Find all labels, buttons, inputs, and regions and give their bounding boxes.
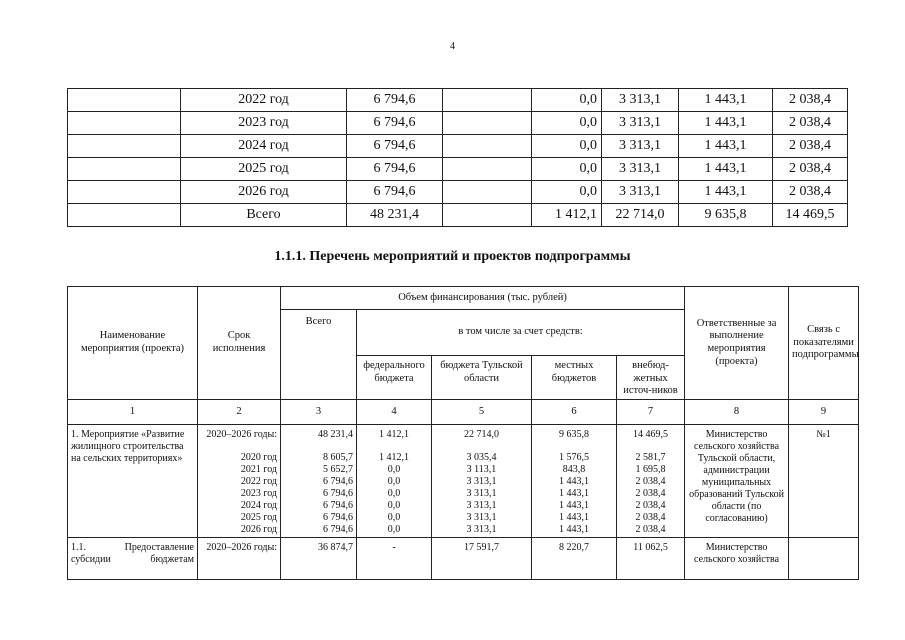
year-value: 0,0 bbox=[387, 488, 401, 499]
year-cell: Всего bbox=[181, 204, 347, 227]
header-responsible: Ответственные за выполнение мероприятия (проекта) bbox=[685, 287, 789, 400]
financing-summary-table bbox=[67, 88, 848, 227]
year-cell: 2026 год bbox=[181, 181, 347, 204]
subactivity-extra: 11 062,5 bbox=[617, 538, 685, 580]
header-name: Наименование мероприятия (проекта) bbox=[68, 287, 198, 400]
table-row bbox=[68, 538, 859, 580]
empty-cell bbox=[443, 158, 532, 181]
subactivity-responsible: Министерство сельского хозяйства bbox=[685, 538, 789, 580]
federal-main: 1 412,1 bbox=[379, 429, 409, 440]
header-financing: Объем финансирования (тыс. рублей) bbox=[281, 287, 685, 310]
regional-main: 22 714,0 bbox=[464, 429, 499, 440]
year-value: 2 581,7 bbox=[635, 452, 666, 463]
local-main: 9 635,8 bbox=[559, 429, 589, 440]
year-value: 1 443,1 bbox=[559, 512, 589, 523]
extra-cell: 2 038,4 bbox=[773, 158, 848, 181]
year-cell: 2024 год bbox=[181, 135, 347, 158]
subactivity-name: 1.1. Предоставление субсидии бюджетам bbox=[68, 538, 198, 580]
regional-cell: 22 714,0 bbox=[602, 204, 679, 227]
year-value: 2 038,4 bbox=[635, 476, 666, 487]
activity-regional bbox=[432, 425, 532, 538]
year-value: 6 794,6 bbox=[323, 476, 353, 487]
activity-extra bbox=[617, 425, 685, 538]
row-label-cell bbox=[68, 89, 181, 112]
federal-cell: 0,0 bbox=[532, 181, 602, 204]
table-row bbox=[68, 89, 848, 112]
activity-federal bbox=[357, 425, 432, 538]
year-value: 2023 год bbox=[240, 488, 277, 499]
year-value: 1 443,1 bbox=[559, 476, 589, 487]
year-value: 8 605,7 bbox=[323, 452, 353, 463]
local-cell: 1 443,1 bbox=[679, 135, 773, 158]
federal-cell: 0,0 bbox=[532, 158, 602, 181]
subactivity-regional: 17 591,7 bbox=[432, 538, 532, 580]
header-extra: внебюд-жетных источ-ников bbox=[617, 356, 685, 400]
table-row bbox=[68, 158, 848, 181]
year-value: 2 038,4 bbox=[635, 512, 666, 523]
local-cell: 1 443,1 bbox=[679, 181, 773, 204]
header-regional: бюджета Тульской области bbox=[432, 356, 532, 400]
table-row bbox=[68, 135, 848, 158]
column-number: 3 bbox=[281, 400, 357, 425]
section-heading: 1.1.1. Перечень мероприятий и проектов подпрограммы bbox=[274, 249, 631, 264]
activity-link: №1 bbox=[789, 425, 859, 538]
header-local: местных бюджетов bbox=[532, 356, 617, 400]
year-value: 2026 год bbox=[240, 524, 277, 535]
activity-name: 1. Мероприятие «Развитие жилищного строительства на сельских территориях» bbox=[68, 425, 198, 538]
activities-table bbox=[67, 286, 859, 580]
activity-responsible: Министерство сельского хозяйства Тульской области, администрации муниципальных образований Тульской области (по согласованию) bbox=[685, 425, 789, 538]
year-value: 2 038,4 bbox=[635, 524, 666, 535]
regional-cell: 3 313,1 bbox=[602, 135, 679, 158]
year-value: 1 443,1 bbox=[559, 500, 589, 511]
extra-main: 14 469,5 bbox=[633, 429, 669, 440]
total-cell: 6 794,6 bbox=[347, 112, 443, 135]
header-total: Всего bbox=[281, 310, 357, 400]
column-number: 9 bbox=[789, 400, 859, 425]
year-value: 0,0 bbox=[387, 524, 401, 535]
year-value: 3 313,1 bbox=[466, 476, 497, 487]
activity-total bbox=[281, 425, 357, 538]
extra-cell: 2 038,4 bbox=[773, 112, 848, 135]
empty-cell bbox=[443, 181, 532, 204]
local-cell: 1 443,1 bbox=[679, 158, 773, 181]
page-number: 4 bbox=[450, 41, 455, 52]
total-cell: 6 794,6 bbox=[347, 89, 443, 112]
local-cell: 1 443,1 bbox=[679, 112, 773, 135]
year-cell: 2022 год bbox=[181, 89, 347, 112]
year-value: 1 576,5 bbox=[559, 452, 589, 463]
federal-years bbox=[360, 452, 428, 536]
local-cell: 9 635,8 bbox=[679, 204, 773, 227]
subactivity-link bbox=[789, 538, 859, 580]
regional-cell: 3 313,1 bbox=[602, 181, 679, 204]
row-label-cell bbox=[68, 181, 181, 204]
table-row bbox=[68, 425, 859, 538]
column-number: 8 bbox=[685, 400, 789, 425]
row-label-cell bbox=[68, 204, 181, 227]
year-value: 6 794,6 bbox=[323, 512, 353, 523]
federal-cell: 0,0 bbox=[532, 135, 602, 158]
total-cell: 48 231,4 bbox=[347, 204, 443, 227]
year-value: 2 038,4 bbox=[635, 488, 666, 499]
term-main: 2020–2026 годы: bbox=[206, 429, 277, 440]
header-federal: федерального бюджета bbox=[357, 356, 432, 400]
total-years bbox=[284, 452, 353, 536]
year-value: 2022 год bbox=[240, 476, 277, 487]
year-value: 6 794,6 bbox=[323, 488, 353, 499]
local-years bbox=[535, 452, 613, 536]
empty-cell bbox=[443, 204, 532, 227]
year-value: 0,0 bbox=[387, 464, 401, 475]
year-value: 0,0 bbox=[387, 476, 401, 487]
year-value: 2 038,4 bbox=[635, 500, 666, 511]
table-row bbox=[68, 181, 848, 204]
regional-cell: 3 313,1 bbox=[602, 112, 679, 135]
year-cell: 2025 год bbox=[181, 158, 347, 181]
year-cell: 2023 год bbox=[181, 112, 347, 135]
year-value: 6 794,6 bbox=[323, 524, 353, 535]
total-cell: 6 794,6 bbox=[347, 135, 443, 158]
regional-cell: 3 313,1 bbox=[602, 89, 679, 112]
year-value: 3 313,1 bbox=[466, 524, 497, 535]
column-number: 7 bbox=[617, 400, 685, 425]
total-cell: 6 794,6 bbox=[347, 158, 443, 181]
extra-cell: 2 038,4 bbox=[773, 89, 848, 112]
column-number: 1 bbox=[68, 400, 198, 425]
total-main: 48 231,4 bbox=[318, 429, 353, 440]
federal-cell: 0,0 bbox=[532, 112, 602, 135]
subactivity-total: 36 874,7 bbox=[281, 538, 357, 580]
header-term: Срок исполнения bbox=[198, 287, 281, 400]
year-value: 3 313,1 bbox=[466, 500, 497, 511]
activity-local bbox=[532, 425, 617, 538]
column-number: 6 bbox=[532, 400, 617, 425]
table-row bbox=[68, 204, 848, 227]
empty-cell bbox=[443, 135, 532, 158]
year-value: 3 113,1 bbox=[466, 464, 497, 475]
subactivity-federal: - bbox=[357, 538, 432, 580]
regional-years bbox=[435, 452, 528, 536]
extra-years bbox=[620, 452, 681, 536]
row-label-cell bbox=[68, 135, 181, 158]
subactivity-local: 8 220,7 bbox=[532, 538, 617, 580]
year-value: 2021 год bbox=[240, 464, 277, 475]
year-value: 3 035,4 bbox=[466, 452, 497, 463]
header-including: в том числе за счет средств: bbox=[357, 310, 685, 356]
header-row bbox=[68, 287, 859, 310]
federal-cell: 0,0 bbox=[532, 89, 602, 112]
empty-cell bbox=[443, 112, 532, 135]
activity-term bbox=[198, 425, 281, 538]
year-value: 1 412,1 bbox=[379, 452, 409, 463]
federal-cell: 1 412,1 bbox=[532, 204, 602, 227]
column-number: 4 bbox=[357, 400, 432, 425]
year-value: 1 695,8 bbox=[635, 464, 666, 475]
total-cell: 6 794,6 bbox=[347, 181, 443, 204]
year-value: 6 794,6 bbox=[323, 500, 353, 511]
regional-cell: 3 313,1 bbox=[602, 158, 679, 181]
year-value: 2020 год bbox=[240, 452, 277, 463]
column-number: 2 bbox=[198, 400, 281, 425]
year-value: 3 313,1 bbox=[466, 512, 497, 523]
year-value: 2025 год bbox=[240, 512, 277, 523]
extra-cell: 14 469,5 bbox=[773, 204, 848, 227]
row-label-cell bbox=[68, 112, 181, 135]
local-cell: 1 443,1 bbox=[679, 89, 773, 112]
year-value: 3 313,1 bbox=[466, 488, 497, 499]
row-label-cell bbox=[68, 158, 181, 181]
year-value: 843,8 bbox=[562, 464, 586, 475]
year-value: 2024 год bbox=[240, 500, 277, 511]
column-number: 5 bbox=[432, 400, 532, 425]
year-value: 0,0 bbox=[387, 500, 401, 511]
year-value: 1 443,1 bbox=[559, 488, 589, 499]
column-number-row bbox=[68, 400, 859, 425]
empty-cell bbox=[443, 89, 532, 112]
table-row bbox=[68, 112, 848, 135]
year-value: 0,0 bbox=[387, 512, 401, 523]
subactivity-term: 2020–2026 годы: bbox=[198, 538, 281, 580]
term-years bbox=[201, 452, 277, 536]
year-value: 1 443,1 bbox=[559, 524, 589, 535]
header-link: Связь с показателями подпрограммы bbox=[789, 287, 859, 400]
extra-cell: 2 038,4 bbox=[773, 135, 848, 158]
year-value: 5 652,7 bbox=[323, 464, 353, 475]
extra-cell: 2 038,4 bbox=[773, 181, 848, 204]
